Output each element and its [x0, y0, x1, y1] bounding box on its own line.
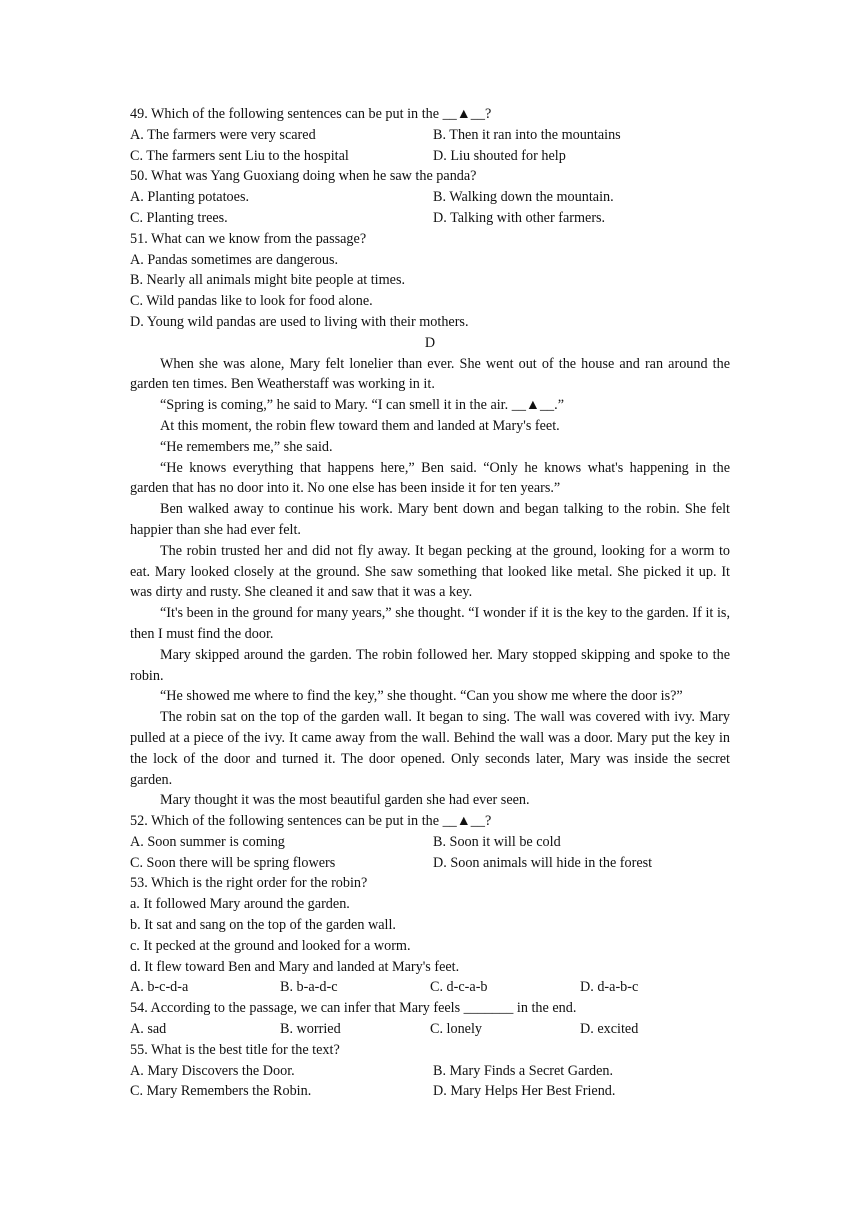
- question-53-options: [130, 977, 730, 998]
- option-b: B. worried: [280, 1021, 341, 1038]
- question-stem-end: ?: [485, 813, 492, 830]
- exam-page: [130, 104, 730, 1102]
- option-a: A. Soon summer is coming: [130, 833, 285, 850]
- question-55-stem: 55. What is the best title for the text?: [130, 1041, 340, 1058]
- option-a: A. Planting potatoes.: [130, 189, 250, 206]
- option-d: D. Mary Helps Her Best Friend.: [433, 1083, 616, 1100]
- paragraph-text-end: .”: [554, 397, 564, 414]
- passage-paragraph: “He showed me where to find the key,” she thought. “Can you show me where the door is?”: [160, 688, 683, 705]
- passage-paragraph: When she was alone, Mary felt lonelier than ever. She went out of the house and ran around the garden ten times. Ben Weatherstaff was working in it.: [130, 355, 730, 393]
- option-c: C. Wild pandas like to look for food alone.: [130, 293, 373, 310]
- option-d: D. Young wild pandas are used to living with their mothers.: [130, 313, 469, 330]
- passage-paragraph: “He remembers me,” she said.: [160, 438, 333, 455]
- question-52-options-row-2: [130, 853, 730, 874]
- question-53-stem: 53. Which is the right order for the robin?: [130, 875, 368, 892]
- option-d: D. Liu shouted for help: [433, 147, 566, 164]
- question-stem-text: 52. Which of the following sentences can be put in the: [130, 813, 443, 830]
- question-stem-text: 49. Which of the following sentences can be put in the: [130, 106, 443, 122]
- blank-marker: __▲__: [442, 813, 485, 830]
- option-a: A. Pandas sometimes are dangerous.: [130, 251, 339, 268]
- passage-paragraph: Ben walked away to continue his work. Mary bent down and began talking to the robin. She felt happier than she had ever felt.: [130, 501, 730, 538]
- option-a: A. b-c-d-a: [130, 979, 189, 996]
- option-b: B. Nearly all animals might bite people at times.: [130, 272, 406, 289]
- passage-paragraph: “It's been in the ground for many years,” she thought. “I wonder if it is the key to the garden. If it is, then I must find the door.: [130, 605, 730, 642]
- question-52-stem: [130, 811, 730, 832]
- option-c: C. Planting trees.: [130, 209, 228, 226]
- order-item: d. It flew toward Ben and Mary and landed at Mary's feet.: [130, 958, 460, 975]
- question-51-stem: 51. What can we know from the passage?: [130, 230, 367, 247]
- option-d: D. Talking with other farmers.: [433, 209, 606, 226]
- option-a: A. Mary Discovers the Door.: [130, 1062, 295, 1079]
- order-item: b. It sat and sang on the top of the garden wall.: [130, 917, 396, 934]
- option-c: C. Soon there will be spring flowers: [130, 854, 336, 871]
- question-54-options: [130, 1019, 730, 1040]
- question-50-options-row-1: [130, 187, 730, 208]
- passage-paragraph: Mary thought it was the most beautiful garden she had ever seen.: [160, 792, 530, 809]
- option-d: D. d-a-b-c: [580, 979, 639, 996]
- question-52-options-row-1: [130, 832, 730, 853]
- question-50-options-row-2: [130, 208, 730, 229]
- option-d: D. excited: [580, 1021, 639, 1038]
- passage-paragraph: Mary skipped around the garden. The robin followed her. Mary stopped skipping and spoke to the robin.: [130, 646, 730, 684]
- question-49-options-row-1: [130, 125, 730, 146]
- option-b: B. Soon it will be cold: [433, 833, 561, 850]
- question-54-stem: 54. According to the passage, we can infer that Mary feels _______ in the end.: [130, 1000, 577, 1017]
- option-b: B. Then it ran into the mountains: [433, 126, 621, 143]
- order-item: c. It pecked at the ground and looked for a worm.: [130, 937, 411, 954]
- section-heading: D: [424, 334, 436, 351]
- question-49-options-row-2: [130, 146, 730, 167]
- passage-paragraph: The robin sat on the top of the garden wall. It began to sing. The wall was covered with ivy. Mary pulled at a piece of the ivy. It came away from the wall. Behind the wall was a door. Mary put the key in the lock of the door and turned it. The door opened. Only seconds later, Mary was inside the secret garden.: [130, 709, 730, 788]
- question-55-options-row-1: [130, 1061, 730, 1082]
- option-c: C. The farmers sent Liu to the hospital: [130, 147, 349, 164]
- passage-paragraph: The robin trusted her and did not fly away. It began pecking at the ground, looking for a worm to eat. Mary looked closely at the ground. She saw something that looked like metal. She picked it up. It was dirty and rusty. She cleaned it and saw that it was a key.: [130, 542, 730, 601]
- paragraph-text: “Spring is coming,” he said to Mary. “I can smell it in the air.: [160, 397, 512, 414]
- passage-paragraph: “He knows everything that happens here,” Ben said. “Only he knows what's happening in the garden that has no door into it. No one else has been inside it for ten years.”: [130, 459, 730, 497]
- option-a: A. The farmers were very scared: [130, 126, 316, 143]
- option-b: B. Walking down the mountain.: [433, 189, 614, 206]
- passage-paragraph: [130, 395, 730, 416]
- question-49-stem: [130, 104, 730, 125]
- question-50-stem: 50. What was Yang Guoxiang doing when he saw the panda?: [130, 168, 477, 185]
- blank-marker: __▲__: [511, 397, 555, 414]
- option-b: B. Mary Finds a Secret Garden.: [433, 1062, 614, 1079]
- option-c: C. d-c-a-b: [430, 979, 488, 996]
- question-55-options-row-2: [130, 1081, 730, 1102]
- order-item: a. It followed Mary around the garden.: [130, 896, 350, 913]
- option-a: A. sad: [130, 1021, 167, 1038]
- passage-paragraph: At this moment, the robin flew toward them and landed at Mary's feet.: [160, 417, 560, 434]
- option-c: C. lonely: [430, 1021, 483, 1038]
- option-b: B. b-a-d-c: [280, 979, 338, 996]
- option-d: D. Soon animals will hide in the forest: [433, 854, 653, 871]
- question-stem-end: ?: [485, 106, 492, 122]
- blank-marker: __▲__: [442, 106, 485, 122]
- option-c: C. Mary Remembers the Robin.: [130, 1083, 312, 1100]
